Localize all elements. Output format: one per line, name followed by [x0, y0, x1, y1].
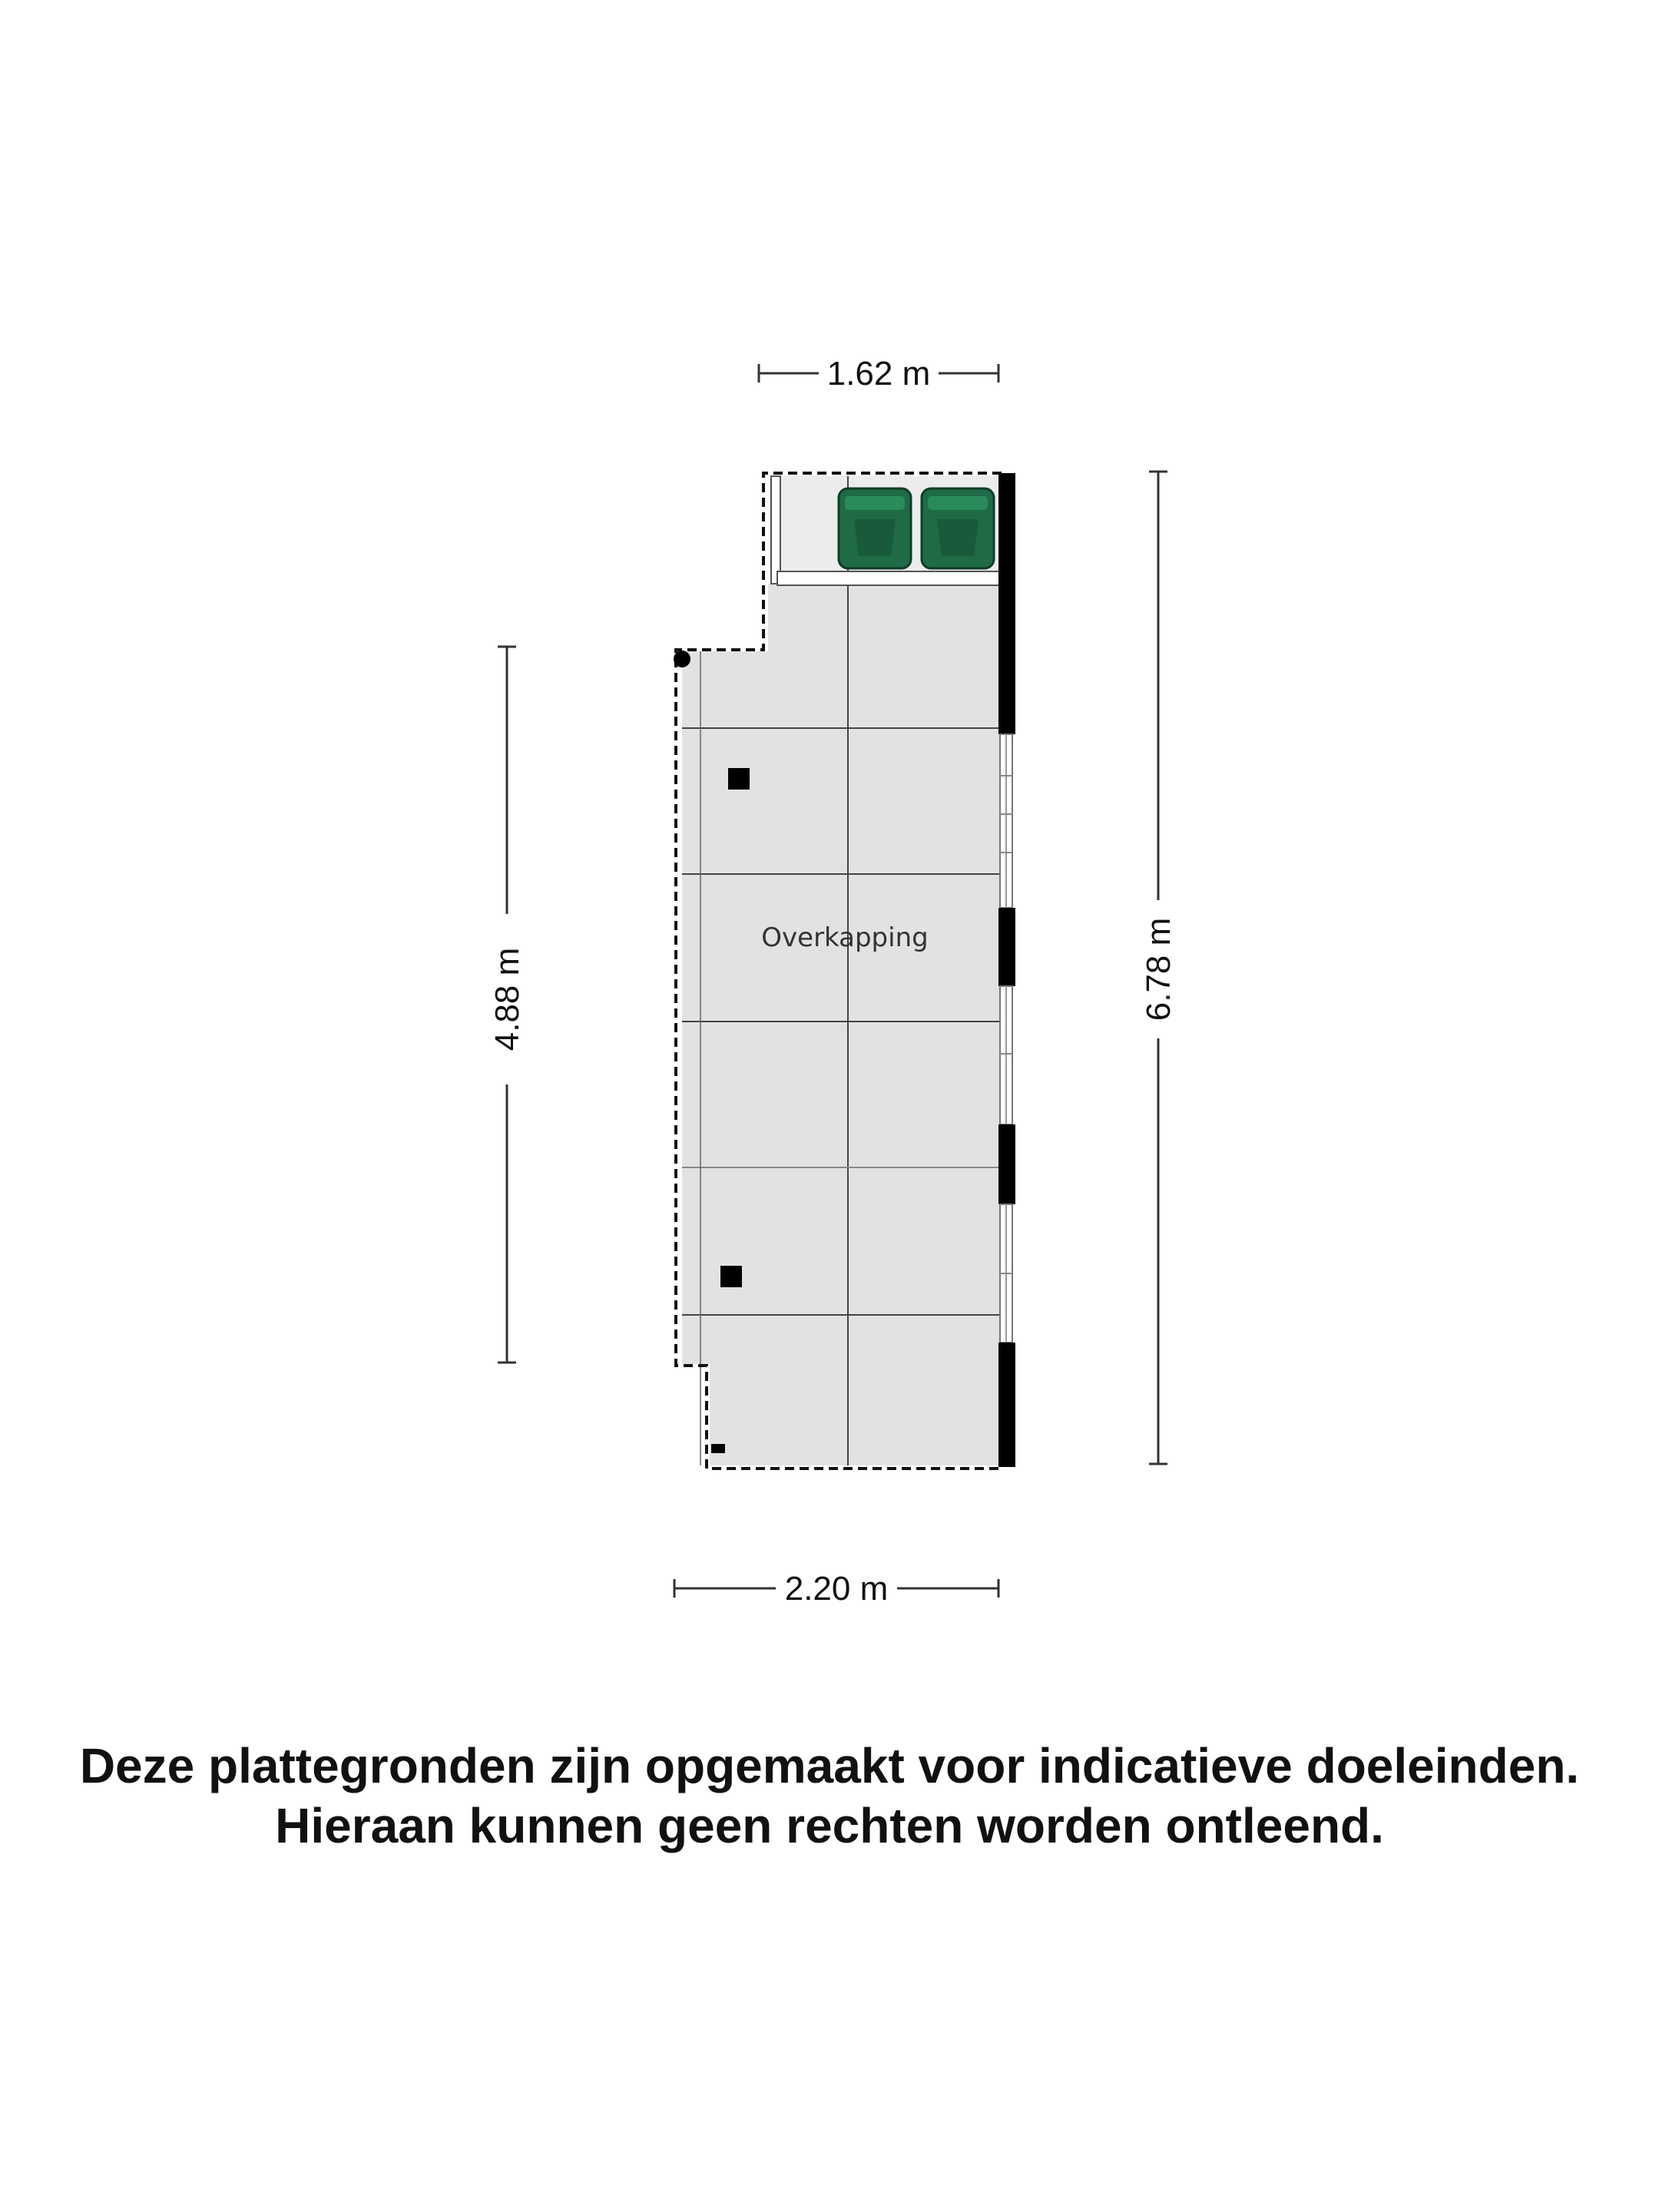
dimension-right-label: 6.78 m — [1140, 917, 1177, 1022]
waste-bin-icon — [839, 488, 911, 568]
dimension-bottom-label: 2.20 m — [784, 1570, 889, 1608]
floor-area — [682, 584, 1002, 1465]
disclaimer-line-2: Hieraan kunnen geen rechten worden ontleend. — [275, 1798, 1384, 1853]
post-icon — [728, 768, 750, 790]
disclaimer-line-1: Deze plattegronden zijn opgemaakt voor indicatieve doeleinden. — [79, 1738, 1580, 1793]
post-icon — [674, 651, 690, 667]
right-wall — [998, 473, 1015, 1467]
post-icon — [711, 1444, 725, 1453]
dimension-left-label: 4.88 m — [488, 947, 526, 1051]
room-label: Overkapping — [761, 922, 929, 953]
dimension-top-label: 1.62 m — [826, 355, 931, 392]
post-icon — [720, 1266, 742, 1287]
waste-bin-icon — [922, 488, 994, 568]
